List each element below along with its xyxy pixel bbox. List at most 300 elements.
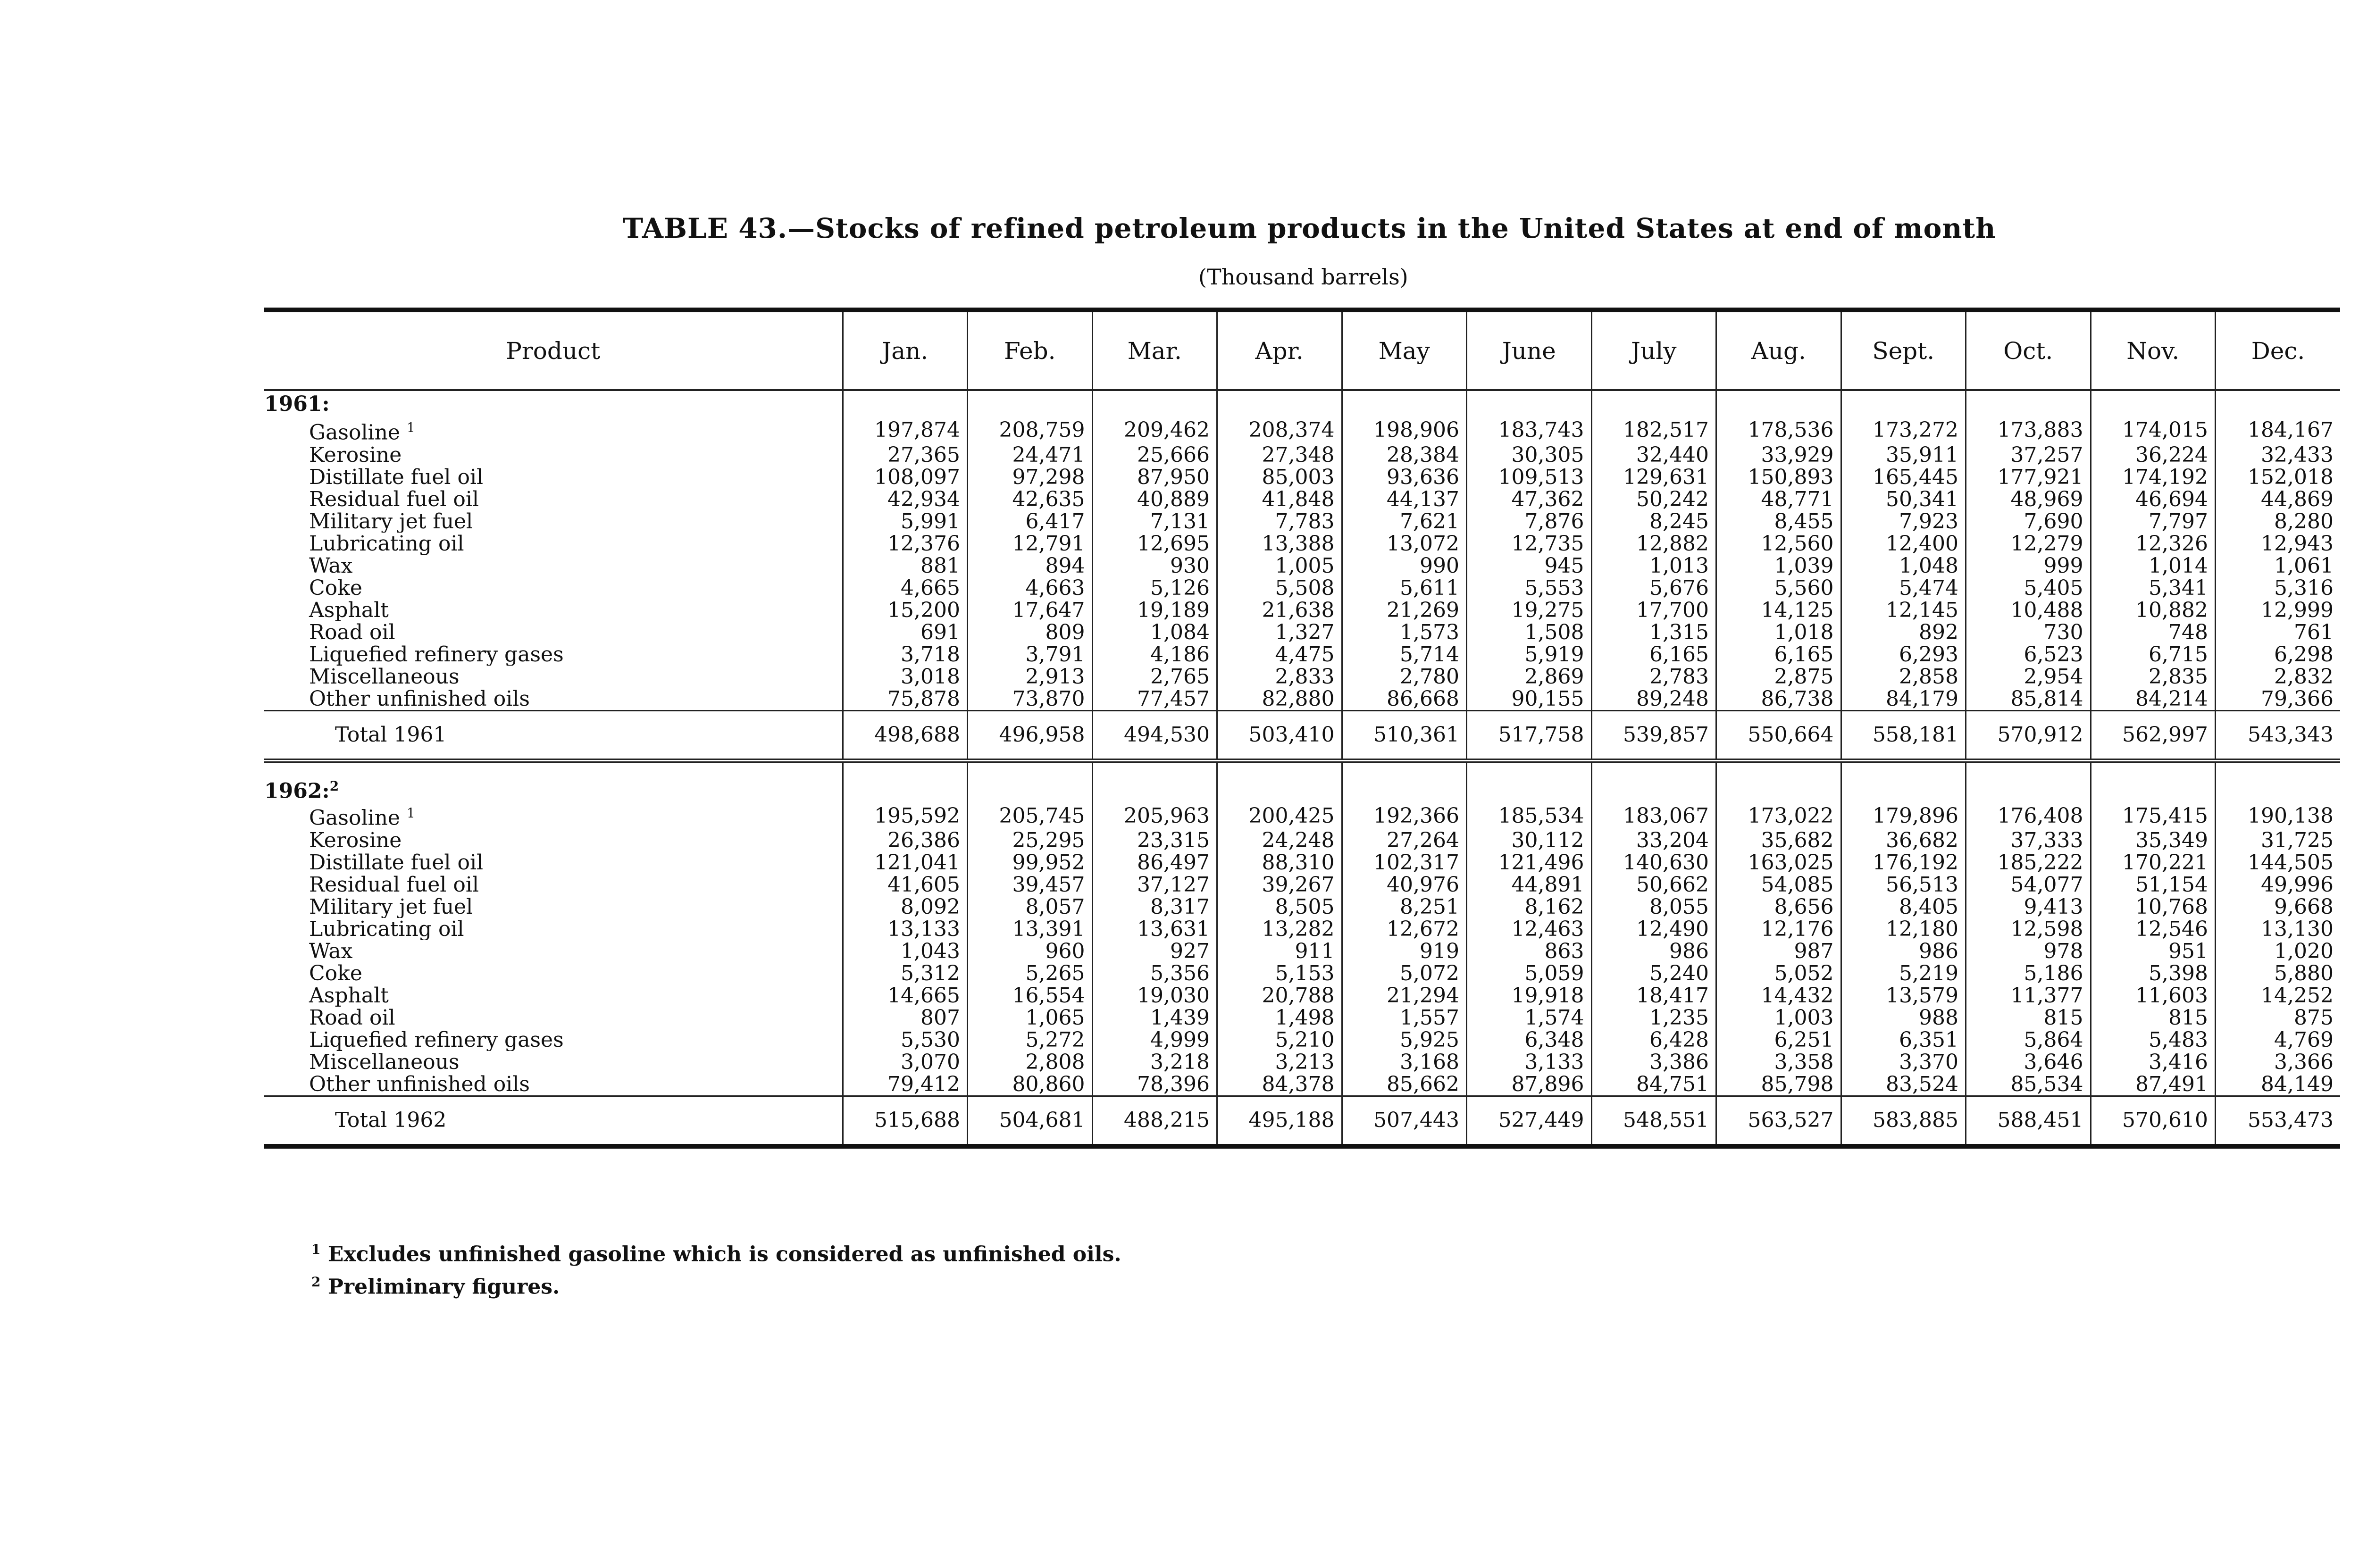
value-cell: 54,077 (1966, 874, 2091, 896)
value-cell: 13,391 (968, 918, 1093, 940)
value-cell: 85,534 (1966, 1073, 2091, 1096)
value-cell: 209,462 (1092, 417, 1217, 444)
value-cell: 8,092 (843, 896, 968, 918)
value-cell: 1,020 (2216, 940, 2341, 962)
value-cell: 3,070 (843, 1051, 968, 1073)
value-cell: 4,663 (968, 577, 1093, 599)
spacer-cell (1217, 760, 1342, 775)
table-row (264, 829, 2340, 851)
value-cell: 35,349 (2091, 829, 2216, 851)
spacer-cell (2216, 760, 2341, 775)
table-row (264, 851, 2340, 874)
value-cell: 190,138 (2216, 802, 2341, 829)
table-row (264, 962, 2340, 984)
value-cell: 87,950 (1092, 466, 1217, 488)
value-cell: 10,768 (2091, 896, 2216, 918)
table-row (264, 488, 2340, 510)
value-cell: 13,282 (1217, 918, 1342, 940)
value-cell: 5,925 (1342, 1029, 1467, 1051)
value-cell: 5,126 (1092, 577, 1217, 599)
value-cell: 8,455 (1716, 510, 1841, 533)
table-row (264, 940, 2340, 962)
value-cell: 14,665 (843, 984, 968, 1007)
empty-cell (2216, 775, 2341, 802)
value-cell: 13,388 (1217, 533, 1342, 555)
value-cell: 24,471 (968, 444, 1093, 466)
product-name: Miscellaneous (309, 1051, 460, 1073)
product-label (264, 940, 843, 962)
product-label (264, 896, 843, 918)
value-cell: 3,358 (1716, 1051, 1841, 1073)
value-cell: 121,041 (843, 851, 968, 874)
empty-cell (843, 775, 968, 802)
value-cell: 37,127 (1092, 874, 1217, 896)
value-cell: 987 (1716, 940, 1841, 962)
value-cell: 5,405 (1966, 577, 2091, 599)
value-cell: 36,682 (1841, 829, 1966, 851)
table-row (264, 643, 2340, 666)
product-name: Liquefied refinery gases (309, 1028, 564, 1051)
value-cell: 4,999 (1092, 1029, 1217, 1051)
total-value-cell: 543,343 (2216, 710, 2341, 760)
value-cell: 24,248 (1217, 829, 1342, 851)
total-value-cell: 515,688 (843, 1096, 968, 1146)
year-row (264, 775, 2340, 802)
value-cell: 12,695 (1092, 533, 1217, 555)
value-cell: 12,463 (1467, 918, 1592, 940)
value-cell: 2,765 (1092, 666, 1217, 688)
spacer-row (264, 760, 2340, 775)
value-cell: 177,921 (1966, 466, 2091, 488)
value-cell: 33,929 (1716, 444, 1841, 466)
product-name: Kerosine (309, 829, 402, 851)
value-cell: 13,130 (2216, 918, 2341, 940)
value-cell: 5,356 (1092, 962, 1217, 984)
value-cell: 5,210 (1217, 1029, 1342, 1051)
value-cell: 140,630 (1591, 851, 1716, 874)
value-cell: 3,218 (1092, 1051, 1217, 1073)
value-cell: 19,275 (1467, 599, 1592, 621)
value-cell: 208,759 (968, 417, 1093, 444)
value-cell: 90,155 (1467, 688, 1592, 711)
product-name: Other unfinished oils (309, 687, 530, 711)
product-label (264, 666, 843, 688)
value-cell: 1,061 (2216, 555, 2341, 577)
value-cell: 1,003 (1716, 1007, 1841, 1029)
value-cell: 176,192 (1841, 851, 1966, 874)
value-cell: 5,398 (2091, 962, 2216, 984)
value-cell: 1,508 (1467, 621, 1592, 643)
product-label (264, 851, 843, 874)
product-label (264, 1007, 843, 1029)
table-row (264, 1029, 2340, 1051)
total-value-cell: 550,664 (1716, 710, 1841, 760)
value-cell: 5,265 (968, 962, 1093, 984)
value-cell: 9,413 (1966, 896, 2091, 918)
value-cell: 173,883 (1966, 417, 2091, 444)
product-label (264, 417, 843, 444)
value-cell: 40,889 (1092, 488, 1217, 510)
total-value-cell: 498,688 (843, 710, 968, 760)
value-cell: 7,131 (1092, 510, 1217, 533)
value-cell: 93,636 (1342, 466, 1467, 488)
value-cell: 37,333 (1966, 829, 2091, 851)
product-label (264, 829, 843, 851)
stocks-table (264, 308, 2340, 1149)
empty-cell (2216, 390, 2341, 417)
value-cell: 75,878 (843, 688, 968, 711)
product-label (264, 555, 843, 577)
value-cell: 8,251 (1342, 896, 1467, 918)
value-cell: 50,242 (1591, 488, 1716, 510)
value-cell: 875 (2216, 1007, 2341, 1029)
table-subtitle: (Thousand barrels) (1198, 264, 1408, 290)
value-cell: 79,412 (843, 1073, 968, 1096)
total-value-cell: 494,530 (1092, 710, 1217, 760)
value-cell: 4,665 (843, 577, 968, 599)
value-cell: 3,168 (1342, 1051, 1467, 1073)
product-name: Distillate fuel oil (309, 466, 484, 488)
value-cell: 33,204 (1591, 829, 1716, 851)
value-cell: 7,797 (2091, 510, 2216, 533)
value-cell: 56,513 (1841, 874, 1966, 896)
footnotes (311, 1236, 1121, 1301)
value-cell: 185,534 (1467, 802, 1592, 829)
value-cell: 8,656 (1716, 896, 1841, 918)
value-cell: 192,366 (1342, 802, 1467, 829)
value-cell: 12,598 (1966, 918, 2091, 940)
table-row (264, 1073, 2340, 1096)
product-label (264, 643, 843, 666)
value-cell: 1,039 (1716, 555, 1841, 577)
value-cell: 12,999 (2216, 599, 2341, 621)
table-row (264, 599, 2340, 621)
value-cell: 930 (1092, 555, 1217, 577)
value-cell: 174,015 (2091, 417, 2216, 444)
value-cell: 102,317 (1342, 851, 1467, 874)
value-cell: 13,072 (1342, 533, 1467, 555)
table-row (264, 802, 2340, 829)
product-label (264, 1051, 843, 1073)
value-cell: 14,125 (1716, 599, 1841, 621)
value-cell: 1,013 (1591, 555, 1716, 577)
value-cell: 730 (1966, 621, 2091, 643)
value-cell: 208,374 (1217, 417, 1342, 444)
value-cell: 11,603 (2091, 984, 2216, 1007)
product-name: Road oil (309, 1006, 395, 1029)
column-header: Aug. (1716, 310, 1841, 390)
empty-cell (1217, 390, 1342, 417)
empty-cell (1092, 390, 1217, 417)
product-label (264, 874, 843, 896)
value-cell: 1,315 (1591, 621, 1716, 643)
table-row (264, 666, 2340, 688)
product-name: Miscellaneous (309, 665, 460, 688)
value-cell: 88,310 (1217, 851, 1342, 874)
product-name: Coke (309, 576, 362, 599)
value-cell: 3,366 (2216, 1051, 2341, 1073)
value-cell: 807 (843, 1007, 968, 1029)
value-cell: 80,860 (968, 1073, 1093, 1096)
total-value-cell: 517,758 (1467, 710, 1592, 760)
value-cell: 84,378 (1217, 1073, 1342, 1096)
value-cell: 5,864 (1966, 1029, 2091, 1051)
value-cell: 2,858 (1841, 666, 1966, 688)
product-name: Residual fuel oil (309, 488, 479, 510)
value-cell: 5,483 (2091, 1029, 2216, 1051)
value-cell: 5,611 (1342, 577, 1467, 599)
product-label (264, 962, 843, 984)
value-cell: 84,751 (1591, 1073, 1716, 1096)
value-cell: 12,672 (1342, 918, 1467, 940)
value-cell: 84,149 (2216, 1073, 2341, 1096)
value-cell: 179,896 (1841, 802, 1966, 829)
product-label (264, 444, 843, 466)
product-name: Other unfinished oils (309, 1073, 530, 1096)
value-cell: 12,560 (1716, 533, 1841, 555)
total-value-cell: 583,885 (1841, 1096, 1966, 1146)
value-cell: 12,376 (843, 533, 968, 555)
value-cell: 8,162 (1467, 896, 1592, 918)
total-value-cell: 588,451 (1966, 1096, 2091, 1146)
value-cell: 152,018 (2216, 466, 2341, 488)
value-cell: 988 (1841, 1007, 1966, 1029)
value-cell: 999 (1966, 555, 2091, 577)
value-cell: 1,498 (1217, 1007, 1342, 1029)
product-name: Lubricating oil (309, 917, 464, 940)
value-cell: 960 (968, 940, 1093, 962)
value-cell: 86,738 (1716, 688, 1841, 711)
value-cell: 6,715 (2091, 643, 2216, 666)
value-cell: 12,326 (2091, 533, 2216, 555)
empty-cell (1342, 390, 1467, 417)
product-name: Coke (309, 962, 362, 984)
value-cell: 200,425 (1217, 802, 1342, 829)
value-cell: 5,186 (1966, 962, 2091, 984)
value-cell: 2,913 (968, 666, 1093, 688)
empty-cell (1966, 390, 2091, 417)
spacer-cell (1841, 760, 1966, 775)
value-cell: 35,911 (1841, 444, 1966, 466)
value-cell: 5,153 (1217, 962, 1342, 984)
column-header: Feb. (968, 310, 1093, 390)
value-cell: 25,666 (1092, 444, 1217, 466)
spacer-cell (1092, 760, 1217, 775)
value-cell: 174,192 (2091, 466, 2216, 488)
value-cell: 1,327 (1217, 621, 1342, 643)
total-value-cell: 496,958 (968, 710, 1093, 760)
total-value-cell: 570,610 (2091, 1096, 2216, 1146)
column-header: Mar. (1092, 310, 1217, 390)
value-cell: 183,743 (1467, 417, 1592, 444)
year-label-text: 1962: (264, 779, 330, 802)
value-cell: 6,428 (1591, 1029, 1716, 1051)
spacer-cell (2091, 760, 2216, 775)
product-label (264, 688, 843, 711)
value-cell: 85,662 (1342, 1073, 1467, 1096)
total-row (264, 710, 2340, 760)
value-cell: 49,996 (2216, 874, 2341, 896)
column-header: July (1591, 310, 1716, 390)
table-row (264, 417, 2340, 444)
total-value-cell: 562,997 (2091, 710, 2216, 760)
value-cell: 927 (1092, 940, 1217, 962)
footnote-mark: 2 (329, 778, 339, 794)
value-cell: 18,417 (1591, 984, 1716, 1007)
value-cell: 2,832 (2216, 666, 2341, 688)
product-name: Wax (309, 554, 353, 577)
value-cell: 37,257 (1966, 444, 2091, 466)
total-row (264, 1096, 2340, 1146)
value-cell: 7,876 (1467, 510, 1592, 533)
value-cell: 150,893 (1716, 466, 1841, 488)
spacer-cell (1591, 760, 1716, 775)
value-cell: 3,133 (1467, 1051, 1592, 1073)
value-cell: 30,112 (1467, 829, 1592, 851)
value-cell: 197,874 (843, 417, 968, 444)
column-header: Apr. (1217, 310, 1342, 390)
value-cell: 1,573 (1342, 621, 1467, 643)
product-name: Road oil (309, 621, 395, 643)
spacer-cell (968, 760, 1093, 775)
value-cell: 178,536 (1716, 417, 1841, 444)
value-cell: 85,003 (1217, 466, 1342, 488)
product-label (264, 510, 843, 533)
product-name: Distillate fuel oil (309, 851, 484, 874)
column-header: June (1467, 310, 1592, 390)
value-cell: 23,315 (1092, 829, 1217, 851)
table-row (264, 918, 2340, 940)
value-cell: 109,513 (1467, 466, 1592, 488)
value-cell: 12,176 (1716, 918, 1841, 940)
value-cell: 6,298 (2216, 643, 2341, 666)
value-cell: 1,043 (843, 940, 968, 962)
product-name: Gasoline (309, 806, 400, 829)
empty-cell (1217, 775, 1342, 802)
value-cell: 7,621 (1342, 510, 1467, 533)
value-cell: 3,416 (2091, 1051, 2216, 1073)
footnote: $^1$ Excludes unfinished gasoline which is considered as unfinished oils. (311, 1242, 1121, 1267)
value-cell: 21,269 (1342, 599, 1467, 621)
value-cell: 4,769 (2216, 1029, 2341, 1051)
value-cell: 5,072 (1342, 962, 1467, 984)
value-cell: 5,474 (1841, 577, 1966, 599)
value-cell: 87,896 (1467, 1073, 1592, 1096)
table-row (264, 533, 2340, 555)
column-header: Jan. (843, 310, 968, 390)
value-cell: 892 (1841, 621, 1966, 643)
value-cell: 82,880 (1217, 688, 1342, 711)
spacer-cell (1716, 760, 1841, 775)
value-cell: 41,605 (843, 874, 968, 896)
value-cell: 5,052 (1716, 962, 1841, 984)
product-name: Residual fuel oil (309, 873, 479, 896)
value-cell: 1,439 (1092, 1007, 1217, 1029)
table-row (264, 577, 2340, 599)
value-cell: 5,341 (2091, 577, 2216, 599)
value-cell: 12,882 (1591, 533, 1716, 555)
value-cell: 21,294 (1342, 984, 1467, 1007)
value-cell: 5,919 (1467, 643, 1592, 666)
value-cell: 84,214 (2091, 688, 2216, 711)
value-cell: 16,554 (968, 984, 1093, 1007)
product-label (264, 577, 843, 599)
value-cell: 986 (1591, 940, 1716, 962)
value-cell: 44,137 (1342, 488, 1467, 510)
empty-cell (1716, 390, 1841, 417)
value-cell: 14,432 (1716, 984, 1841, 1007)
year-label (264, 390, 843, 417)
value-cell: 3,386 (1591, 1051, 1716, 1073)
value-cell: 89,248 (1591, 688, 1716, 711)
value-cell: 12,791 (968, 533, 1093, 555)
table-row (264, 466, 2340, 488)
total-value-cell: 507,443 (1342, 1096, 1467, 1146)
value-cell: 6,165 (1716, 643, 1841, 666)
spacer-cell (1467, 760, 1592, 775)
value-cell: 5,676 (1591, 577, 1716, 599)
footnote-mark: 1 (406, 805, 415, 821)
value-cell: 8,405 (1841, 896, 1966, 918)
value-cell: 3,718 (843, 643, 968, 666)
value-cell: 87,491 (2091, 1073, 2216, 1096)
product-label (264, 466, 843, 488)
empty-cell (2091, 390, 2216, 417)
value-cell: 73,870 (968, 688, 1093, 711)
empty-cell (1841, 775, 1966, 802)
table-row (264, 896, 2340, 918)
table-row (264, 874, 2340, 896)
value-cell: 8,505 (1217, 896, 1342, 918)
value-cell: 48,771 (1716, 488, 1841, 510)
value-cell: 48,969 (1966, 488, 2091, 510)
empty-cell (1467, 390, 1592, 417)
value-cell: 863 (1467, 940, 1592, 962)
value-cell: 27,365 (843, 444, 968, 466)
total-value-cell: 503,410 (1217, 710, 1342, 760)
value-cell: 8,055 (1591, 896, 1716, 918)
value-cell: 12,400 (1841, 533, 1966, 555)
product-label (264, 918, 843, 940)
value-cell: 31,725 (2216, 829, 2341, 851)
product-label (264, 984, 843, 1007)
value-cell: 1,065 (968, 1007, 1093, 1029)
total-value-cell: 558,181 (1841, 710, 1966, 760)
value-cell: 32,433 (2216, 444, 2341, 466)
product-name: Military jet fuel (309, 895, 473, 918)
value-cell: 3,646 (1966, 1051, 2091, 1073)
value-cell: 40,976 (1342, 874, 1467, 896)
value-cell: 85,798 (1716, 1073, 1841, 1096)
value-cell: 27,264 (1342, 829, 1467, 851)
product-name: Military jet fuel (309, 510, 473, 533)
footnote-mark: 1 (406, 420, 415, 435)
column-header: Dec. (2216, 310, 2341, 390)
value-cell: 978 (1966, 940, 2091, 962)
value-cell: 44,891 (1467, 874, 1592, 896)
value-cell: 5,240 (1591, 962, 1716, 984)
value-cell: 12,180 (1841, 918, 1966, 940)
spacer-cell (264, 760, 843, 775)
value-cell: 20,788 (1217, 984, 1342, 1007)
value-cell: 28,384 (1342, 444, 1467, 466)
empty-cell (1591, 390, 1716, 417)
value-cell: 5,530 (843, 1029, 968, 1051)
value-cell: 108,097 (843, 466, 968, 488)
value-cell: 99,952 (968, 851, 1093, 874)
value-cell: 10,882 (2091, 599, 2216, 621)
total-value-cell: 527,449 (1467, 1096, 1592, 1146)
